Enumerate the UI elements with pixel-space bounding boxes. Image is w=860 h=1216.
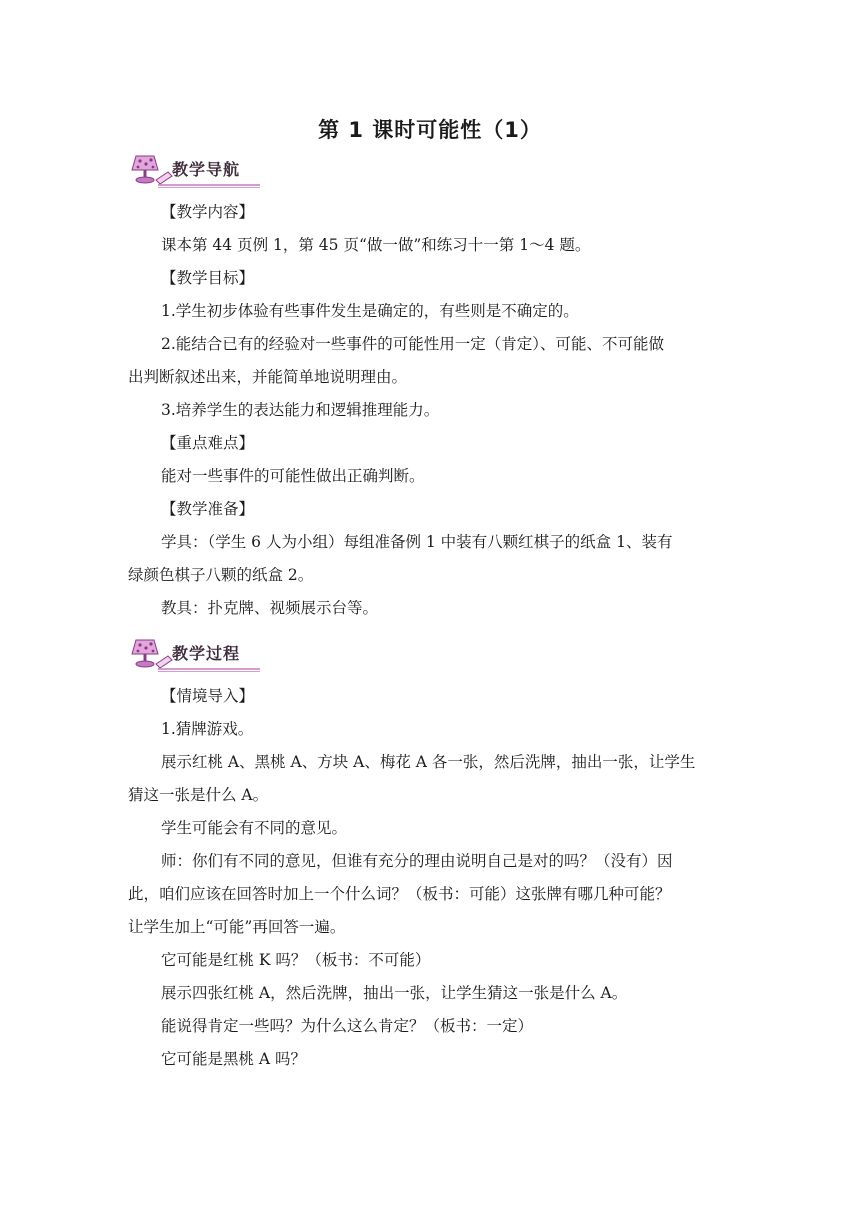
- prep-heading: 【教学准备】: [161, 500, 255, 518]
- process-line: 它可能是黑桃 A 吗？: [161, 1050, 307, 1068]
- process-line: 展示红桃 A、黑桃 A、方块 A、梅花 A 各一张，然后洗牌，抽出一张，让学生: [161, 753, 696, 771]
- goal-item-3: 3.培养学生的表达能力和逻辑推理能力。: [161, 401, 440, 419]
- goal-item-2-line-2: 出判断叙述出来，并能简单地说明理由。: [128, 368, 408, 386]
- process-line: 能说得肯定一些吗？为什么这么肯定？（板书：一定）: [161, 1017, 534, 1035]
- intro-heading: 【情境导入】: [161, 687, 255, 705]
- process-line: 让学生加上“可能”再回答一遍。: [128, 918, 346, 936]
- process-line: 展示四张红桃 A，然后洗牌，抽出一张，让学生猜这一张是什么 A。: [161, 984, 628, 1002]
- goal-item-2-line-1: 2.能结合已有的经验对一些事件的可能性用一定（肯定）、可能、不可能做: [161, 335, 665, 353]
- page-title: 第 1 课时可能性（1）: [318, 118, 542, 142]
- section-heading-guide: [128, 150, 268, 190]
- section-heading-label: 教学过程: [172, 644, 241, 663]
- content-heading: 【教学内容】: [161, 203, 255, 221]
- process-line: 猜这一张是什么 A。: [128, 786, 269, 804]
- section-heading-process: [128, 634, 268, 674]
- prep-line-1: 学具：（学生 6 人为小组）每组准备例 1 中装有八颗红棋子的纸盒 1、装有: [161, 533, 673, 551]
- goal-item-1: 1.学生初步体验有些事件发生是确定的，有些则是不确定的。: [161, 302, 579, 320]
- key-text: 能对一些事件的可能性做出正确判断。: [161, 467, 425, 485]
- content-text: 课本第 44 页例 1，第 45 页“做一做”和练习十一第 1～4 题。: [161, 236, 591, 254]
- process-line: 1.猜牌游戏。: [161, 720, 254, 738]
- goal-heading: 【教学目标】: [161, 269, 255, 287]
- process-line: 它可能是红桃 K 吗？（板书：不可能）: [161, 951, 431, 969]
- process-line: 学生可能会有不同的意见。: [161, 819, 348, 837]
- process-line: 师：你们有不同的意见，但谁有充分的理由说明自己是对的吗？（没有）因: [161, 852, 673, 870]
- prep-line-3: 教具：扑克牌、视频展示台等。: [161, 599, 379, 617]
- prep-line-2: 绿颜色棋子八颗的纸盒 2。: [128, 566, 314, 584]
- process-line: 此，咱们应该在回答时加上一个什么词？（板书：可能）这张牌有哪几种可能？: [128, 885, 671, 903]
- section-heading-label: 教学导航: [172, 160, 241, 179]
- key-heading: 【重点难点】: [161, 434, 255, 452]
